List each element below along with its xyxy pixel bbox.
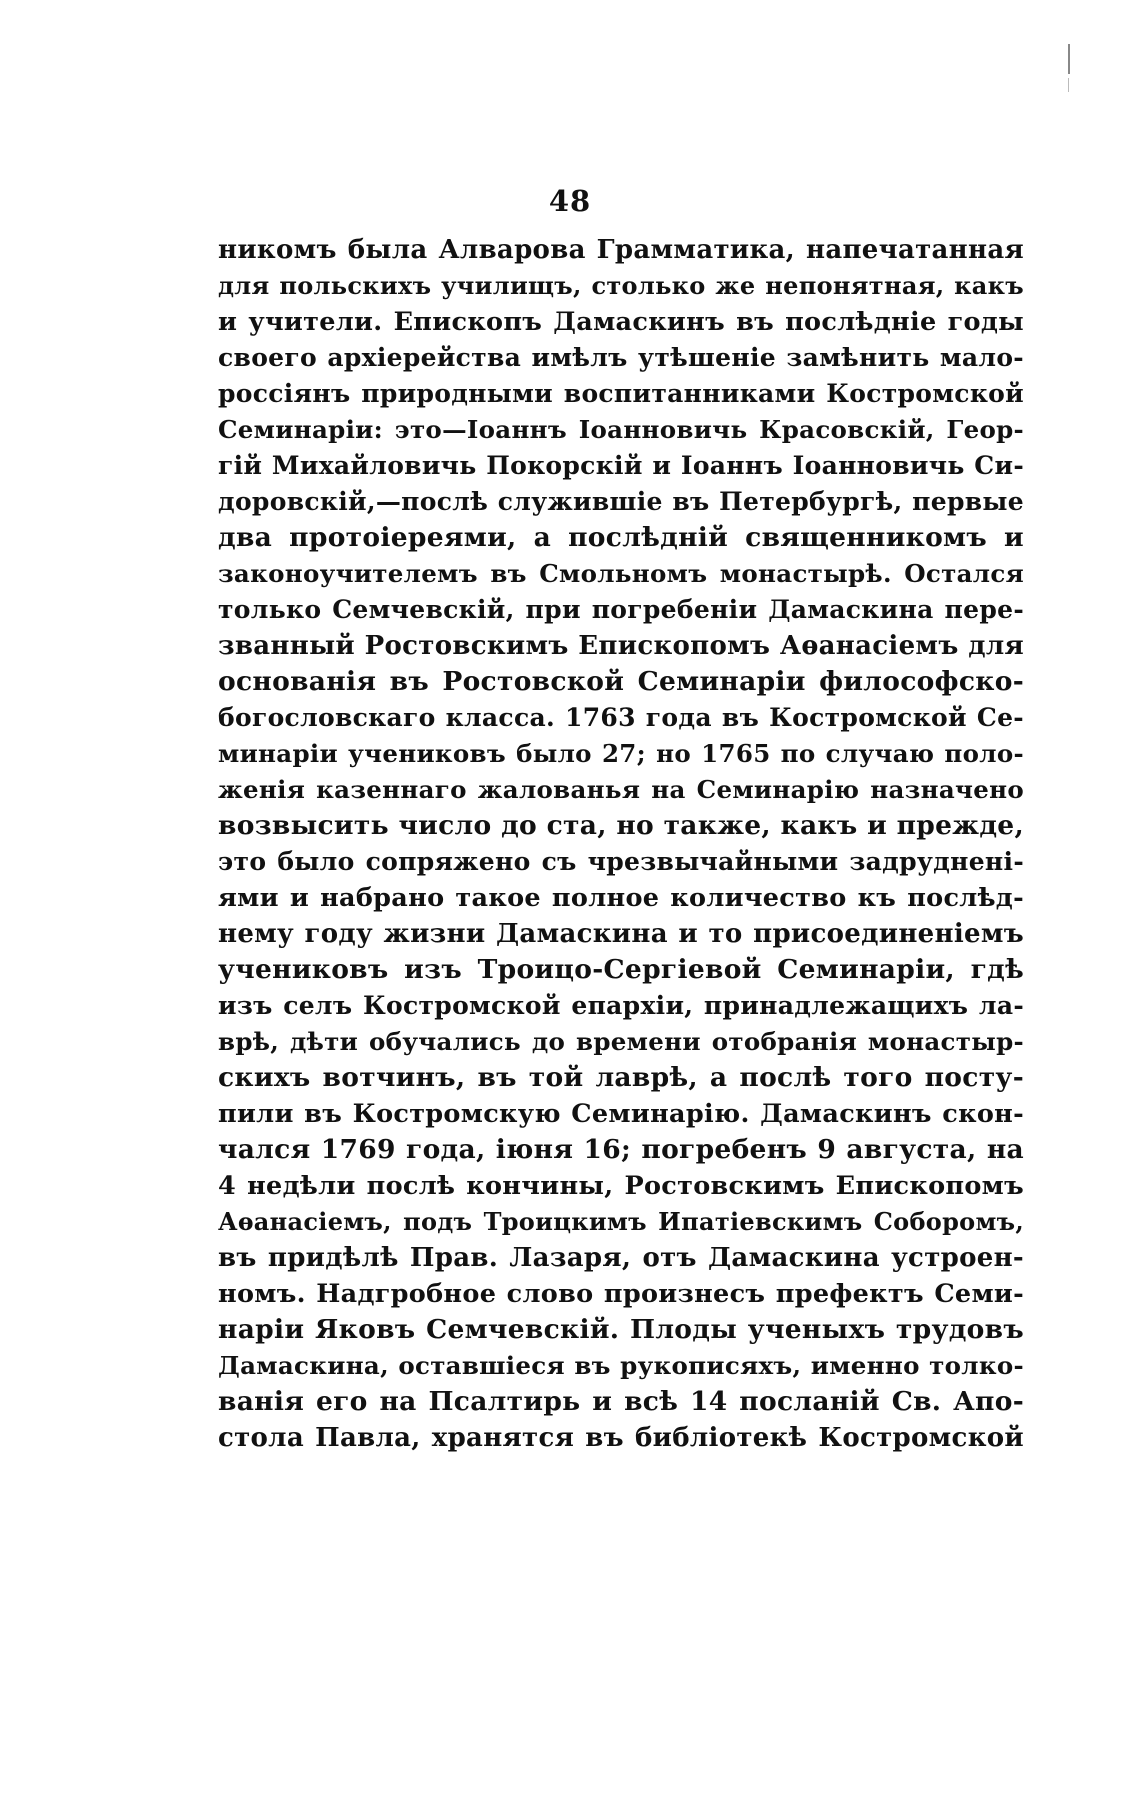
text-line: возвысить число до ста, но также, какъ и прежде,	[218, 810, 1024, 841]
text-line: въ придѣлѣ Прав. Лазаря, отъ Дамаскина устроен-	[218, 1243, 1024, 1273]
text-line: пили въ Костромскую Семинарію. Дамаскинъ скон-	[218, 1099, 1024, 1129]
text-line: только Семчевскій, при погребеніи Дамаскина пере-	[218, 595, 1024, 624]
text-line: ями и набрано такое полное количество къ послѣд-	[218, 883, 1024, 913]
text-line: Аѳанасіемъ, подъ Троицкимъ Ипатіевскимъ Соборомъ,	[218, 1207, 1024, 1236]
text-line: скихъ вотчинъ, въ той лаврѣ, а послѣ того посту-	[218, 1062, 1024, 1093]
text-line: Дамаскина, оставшіеся въ рукописяхъ, именно толко-	[218, 1351, 1024, 1380]
text-line: минаріи учениковъ было 27; но 1765 по случаю поло-	[218, 739, 1024, 768]
text-line: своего архіерейства имѣлъ утѣшеніе замѣнить мало-	[218, 343, 1024, 372]
text-line: врѣ, дѣти обучались до времени отобранія монастыр-	[218, 1027, 1024, 1056]
text-line: званный Ростовскимъ Епископомъ Аѳанасіемъ для	[218, 631, 1024, 661]
text-line: номъ. Надгробное слово произнесъ префектъ Семи-	[218, 1279, 1024, 1309]
text-line: нему году жизни Дамаскина и то присоединеніемъ	[218, 919, 1024, 949]
text-line: россіянъ природными воспитанниками Костромской	[218, 379, 1024, 408]
text-line: богословскаго класса. 1763 года въ Костромской Се-	[218, 703, 1024, 732]
text-line: стола Павла, хранятся въ библіотекѣ Костромской	[218, 1423, 1024, 1453]
text-line: 4 недѣли послѣ кончины, Ростовскимъ Епископомъ	[218, 1171, 1024, 1201]
text-line: законоучителемъ въ Смольномъ монастырѣ. Остался	[218, 559, 1024, 588]
text-line: основанія въ Ростовской Семинаріи философско-	[218, 666, 1024, 697]
text-line: два протоіереями, а послѣдній священникомъ и	[218, 522, 1024, 553]
scan-edge-mark	[1068, 44, 1070, 74]
text-line: наріи Яковъ Семчевскій. Плоды ученыхъ трудовъ	[218, 1314, 1024, 1345]
page-number: 48	[548, 184, 592, 218]
text-line: чался 1769 года, іюня 16; погребенъ 9 августа, на	[218, 1134, 1024, 1165]
text-line: изъ селъ Костромской епархіи, принадлежащихъ ла-	[218, 991, 1024, 1020]
text-line: учениковъ изъ Троицо-Сергіевой Семинаріи, гдѣ	[218, 954, 1024, 985]
text-line: гій Михайловичь Покорскій и Іоаннъ Іоанновичь Си-	[218, 451, 1024, 480]
text-line: для польскихъ училищъ, столько же непонятная, какъ	[218, 271, 1024, 300]
body-text	[218, 232, 1024, 1456]
text-line: никомъ была Алварова Грамматика, напечатанная	[218, 235, 1024, 265]
text-line: и учители. Епископъ Дамаскинъ въ послѣдніе годы	[218, 307, 1024, 337]
text-line: Семинаріи: это—Іоаннъ Іоанновичь Красовскій, Геор-	[218, 415, 1024, 444]
scan-edge-mark-secondary	[1068, 78, 1069, 92]
text-line: женія казеннаго жалованья на Семинарію назначено	[218, 775, 1024, 804]
text-line: ванія его на Псалтирь и всѣ 14 посланій Св. Апо-	[218, 1386, 1024, 1417]
text-line: это было сопряжено съ чрезвычайными задрудненi-	[218, 847, 1024, 876]
text-line: доровскій,—послѣ служившіе въ Петербургѣ, первые	[218, 487, 1024, 516]
